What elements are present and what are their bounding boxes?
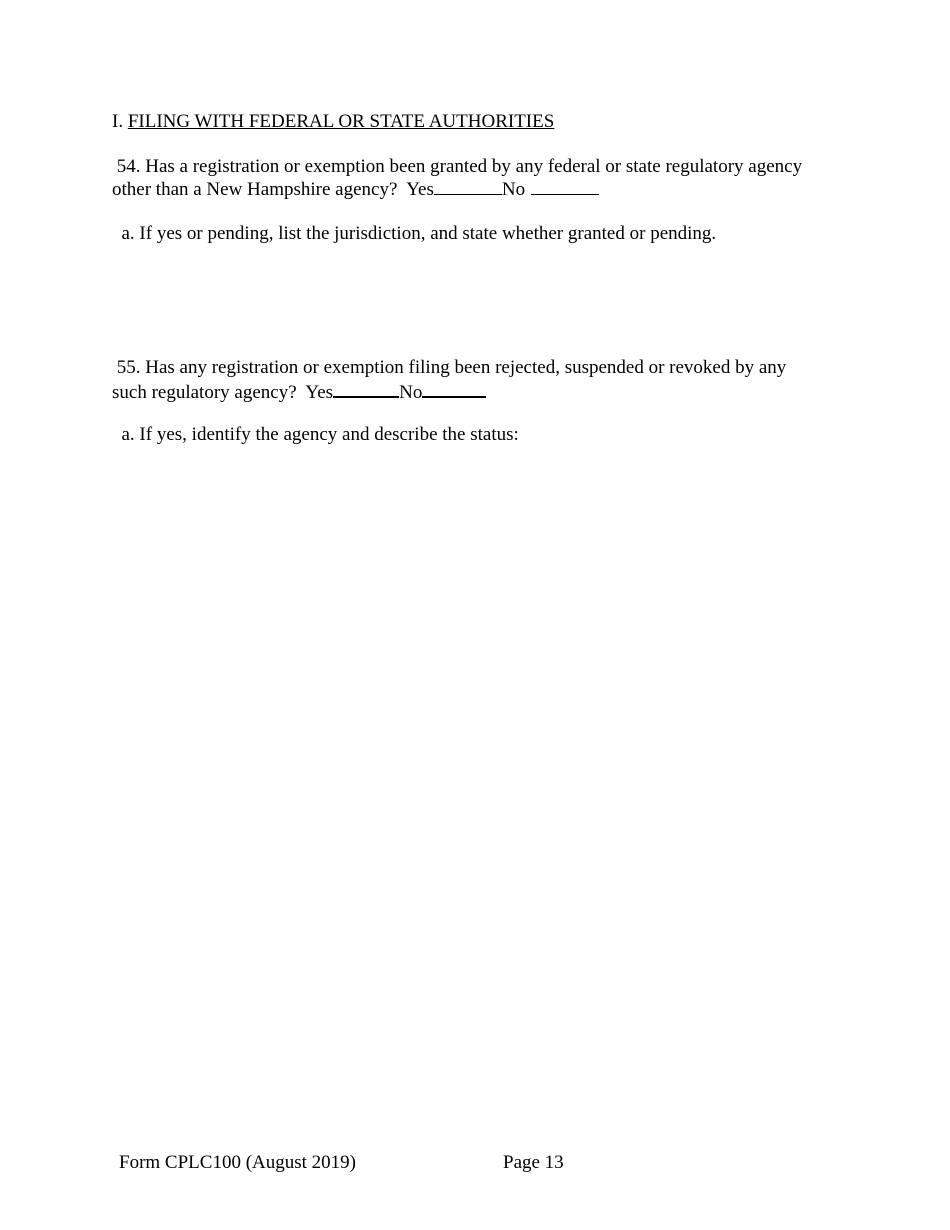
- q54-text-line2: other than a New Hampshire agency? Yes: [112, 179, 434, 200]
- q55-yes-blank[interactable]: [333, 380, 399, 398]
- q55-no-label: No: [399, 382, 423, 403]
- q54-line2: [112, 178, 599, 201]
- q55-line1: [112, 357, 786, 379]
- section-title: FILING WITH FEDERAL OR STATE AUTHORITIES: [127, 111, 555, 132]
- q54-yes-blank[interactable]: [434, 178, 502, 195]
- q55-sub-a-text: a. If yes, identify the agency and describe the status:: [112, 424, 519, 445]
- q54-text-line1: 54. Has a registration or exemption been granted by any federal or state regulatory agency: [112, 156, 803, 177]
- footer-form-id: Form CPLC100 (August 2019): [119, 1152, 356, 1173]
- section-heading: [112, 111, 554, 133]
- q54-sub-a-text: a. If yes or pending, list the jurisdiction, and state whether granted or pending.: [112, 223, 717, 244]
- q55-no-blank[interactable]: [422, 380, 486, 398]
- q55-sub-a: [112, 424, 519, 446]
- q55-text-line1: 55. Has any registration or exemption filing been rejected, suspended or revoked by any: [112, 357, 787, 378]
- q54-line1: [112, 156, 802, 178]
- section-prefix: I.: [112, 111, 124, 132]
- footer-page-number: Page 13: [503, 1152, 564, 1173]
- q54-sub-a: [112, 223, 716, 245]
- q54-no-blank[interactable]: [531, 178, 599, 195]
- q55-text-line2: such regulatory agency? Yes: [112, 382, 334, 403]
- q54-no-label: No: [501, 179, 526, 200]
- q55-line2: [112, 380, 486, 404]
